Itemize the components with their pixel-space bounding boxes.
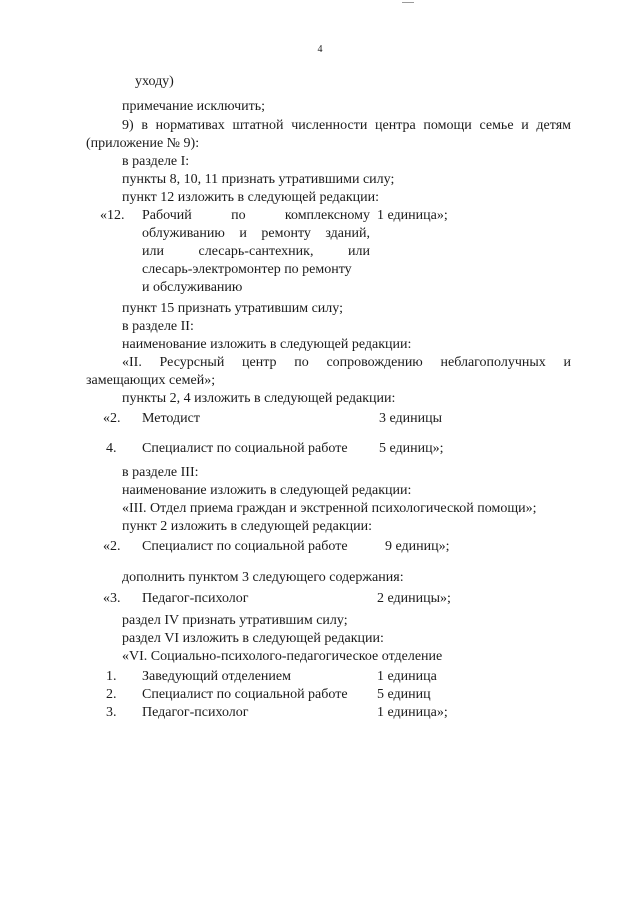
text-line: уходу) [135,74,174,89]
page-number: 4 [317,44,323,55]
row-number: «2. [103,411,121,426]
item-quantity: 1 единица»; [377,208,448,223]
row-quantity: 5 единиц [377,687,431,702]
item-number: «12. [100,208,125,223]
text-line: замещающих семей»; [86,373,216,388]
text-line: пункты 2, 4 изложить в следующей редакции: [122,391,396,406]
text-line: в разделе I: [122,154,190,169]
text-line: в разделе III: [122,465,199,480]
text-line: «III. Отдел приема граждан и экстренной психологической помощи»; [122,501,537,516]
text-line: раздел VI изложить в следующей редакции: [122,631,384,646]
row-number: «2. [103,539,121,554]
item-name-line: Рабочий по комплексному [142,208,370,223]
text-line: раздел IV признать утратившим силу; [122,613,348,628]
row-number: 4. [106,441,117,456]
row-number: 3. [106,705,117,720]
row-name: Педагог-психолог [142,705,249,720]
text-line: «VI. Социально-психолого-педагогическое отделение [122,649,443,664]
row-quantity: 5 единиц»; [379,441,444,456]
row-quantity: 9 единиц»; [385,539,450,554]
text-line: примечание исключить; [122,99,266,114]
item-name-line: слесарь-электромонтер по ремонту [142,262,352,277]
row-number: 2. [106,687,117,702]
text-line: дополнить пунктом 3 следующего содержания: [122,570,404,585]
text-line: в разделе II: [122,319,194,334]
row-name: Специалист по социальной работе [142,539,348,554]
text-line: наименование изложить в следующей редакции: [122,483,412,498]
text-line: (приложение № 9): [86,136,200,151]
item-name-line: и обслуживанию [142,280,243,295]
item-name-line: облуживанию и ремонту зданий, [142,226,370,241]
text-line: 9) в нормативах штатной численности центра помощи семье и детям [122,118,571,133]
row-name: Методист [142,411,200,426]
item-name-line: или слесарь-сантехник, или [142,244,370,259]
row-name: Специалист по социальной работе [142,687,348,702]
row-quantity: 1 единица»; [377,705,448,720]
text-line: наименование изложить в следующей редакции: [122,337,412,352]
scan-mark [402,2,414,3]
text-line: пункты 8, 10, 11 признать утратившими силу; [122,172,395,187]
text-line: пункт 15 признать утратившим силу; [122,301,343,316]
row-number: 1. [106,669,117,684]
row-name: Специалист по социальной работе [142,441,348,456]
row-quantity: 2 единицы»; [377,591,451,606]
row-name: Педагог-психолог [142,591,249,606]
text-line: пункт 12 изложить в следующей редакции: [122,190,379,205]
row-quantity: 1 единица [377,669,437,684]
row-number: «3. [103,591,121,606]
row-quantity: 3 единицы [379,411,443,426]
row-name: Заведующий отделением [142,669,291,684]
text-line: «II. Ресурсный центр по сопровождению неблагополучных и [122,355,571,370]
text-line: пункт 2 изложить в следующей редакции: [122,519,372,534]
